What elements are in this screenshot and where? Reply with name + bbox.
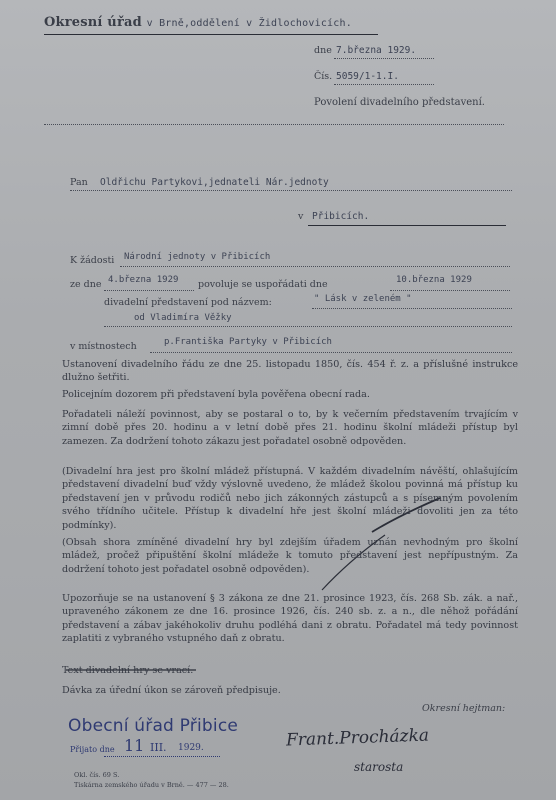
venue-label: v místnostech (70, 341, 137, 352)
issuing-office (44, 16, 352, 29)
from-label: ze dne (70, 279, 102, 290)
addressee-prefix: Pan (70, 177, 88, 188)
received-label: Přijato dne (70, 745, 115, 754)
district-governor: Okresní hejtman: (422, 703, 506, 714)
applicant-rule (120, 266, 510, 267)
addressee-rule (70, 190, 512, 191)
ref-rule (334, 84, 434, 85)
paragraph-police-supervision: Policejním dozorem při představení byla pověřena obecní rada. (62, 389, 370, 400)
paragraph-turnover-tax: Upozorňuje se na ustanovení § 3 zákona ze dne 21. prosince 1923, čís. 268 Sb. zák. a nař., upraveného zákonem ze dne 16. prosince 1926, čís. 240 sb. z. a n., dle něhož pořádání představení a zábav jakéhokoliv druhu podléhá dani z obratu. Pořadatel má tedy povinnost zaplatiti z vybraného vstupného daň z obratu. (62, 593, 518, 645)
office-name: Okresní úřad (44, 15, 142, 30)
date-label: dne (314, 45, 332, 56)
venue: p.Františka Partyky v Přibicích (164, 337, 332, 347)
addressee-name: Oldřichu Partykovi,jednateli Nár.jednoty (100, 177, 329, 188)
received-year: 1929. (178, 743, 204, 753)
mayor-signature: Frant.Procházka (285, 725, 430, 751)
received-rule (104, 756, 220, 757)
document-subject: Povolení divadelního představení. (314, 97, 485, 108)
paragraph-youth-allowed: (Divadelní hra jest pro školní mládež přístupná. V každém divadelním návěští, ohlašujícím představení divadelní buď vždy výslovně uvedeno, že mládež školou povinná má přístup ku představení jen v průvodu rodičů nebo jich zákonných zástupců a s písemným povolením svého třídního učitele. Přístup k divadelní hře jest školní mládeži dovoliti jen za této podmínky). (62, 466, 518, 531)
addressee-place: Přibicích. (312, 211, 370, 222)
signature-title: starosta (354, 760, 404, 774)
received-day: 11 (124, 736, 145, 755)
event-date-rule (390, 290, 510, 291)
request-date: 4.března 1929 (108, 275, 179, 285)
ref-label: Čís. (314, 71, 333, 82)
paragraph-text-returned: Text divadelní hry se vrací. (62, 665, 194, 676)
reference-number: 5059/1-1.I. (336, 71, 399, 82)
header-separator (44, 124, 504, 125)
date-rule (334, 58, 434, 59)
printer-note: Tiskárna zemského úřadu v Brně. — 477 — 28. (74, 781, 229, 789)
municipal-stamp (68, 716, 238, 736)
form-number: Okl. čís. 69 S. (74, 771, 120, 779)
paragraph-youth-forbidden: (Obsah shora zmíněné divadelní hry byl zdejším úřadem uznán nevhodným pro školní mládež, pročež připuštění školní mládeže k tomuto představení jest nepřípustným. Za dodržení tohoto jest pořadatel osobně odpověden). (62, 537, 518, 575)
event-date: 10.března 1929 (396, 275, 472, 285)
place-prefix: v (298, 211, 304, 222)
issue-date: 7.března 1929. (336, 45, 417, 56)
office-location: v Brně,oddělení v Židlochovicích. (146, 18, 352, 29)
title-rule (312, 308, 512, 309)
permission-text: povoluje se uspořádati dne (198, 279, 328, 290)
play-author: od Vladimíra Věžky (134, 313, 232, 323)
play-title: " Lásk v zeleném " (314, 294, 412, 304)
stamp-text: Obecní úřad Přibice (68, 716, 239, 736)
place-rule (308, 225, 506, 226)
paragraph-fee: Dávka za úřední úkon se zároveň předpisuje. (62, 685, 281, 696)
from-rule (104, 290, 194, 291)
request-applicant: Národní jednoty v Přibicích (124, 252, 271, 262)
author-rule (104, 326, 512, 327)
venue-rule (150, 352, 512, 353)
header-underline (44, 34, 378, 35)
request-label: K žádosti (70, 255, 115, 266)
title-label: divadelní představení pod názvem: (104, 297, 272, 308)
paragraph-organizer-duty: Pořadateli náleží povinnost, aby se postaral o to, by k večerním představením trvajícím v zimní době přes 20. hodinu a v letní době přes 21. hodinu školní mládeži přístup byl zamezen. Za dodržení tohoto zákazu jest pořadatel osobně odpověden. (62, 409, 518, 447)
received-month: III. (150, 741, 167, 754)
paragraph-theatre-rules: Ustanovení divadelního řádu ze dne 25. listopadu 1850, čís. 454 ř. z. a příslušné instrukce dlužno šetřiti. (62, 359, 518, 384)
